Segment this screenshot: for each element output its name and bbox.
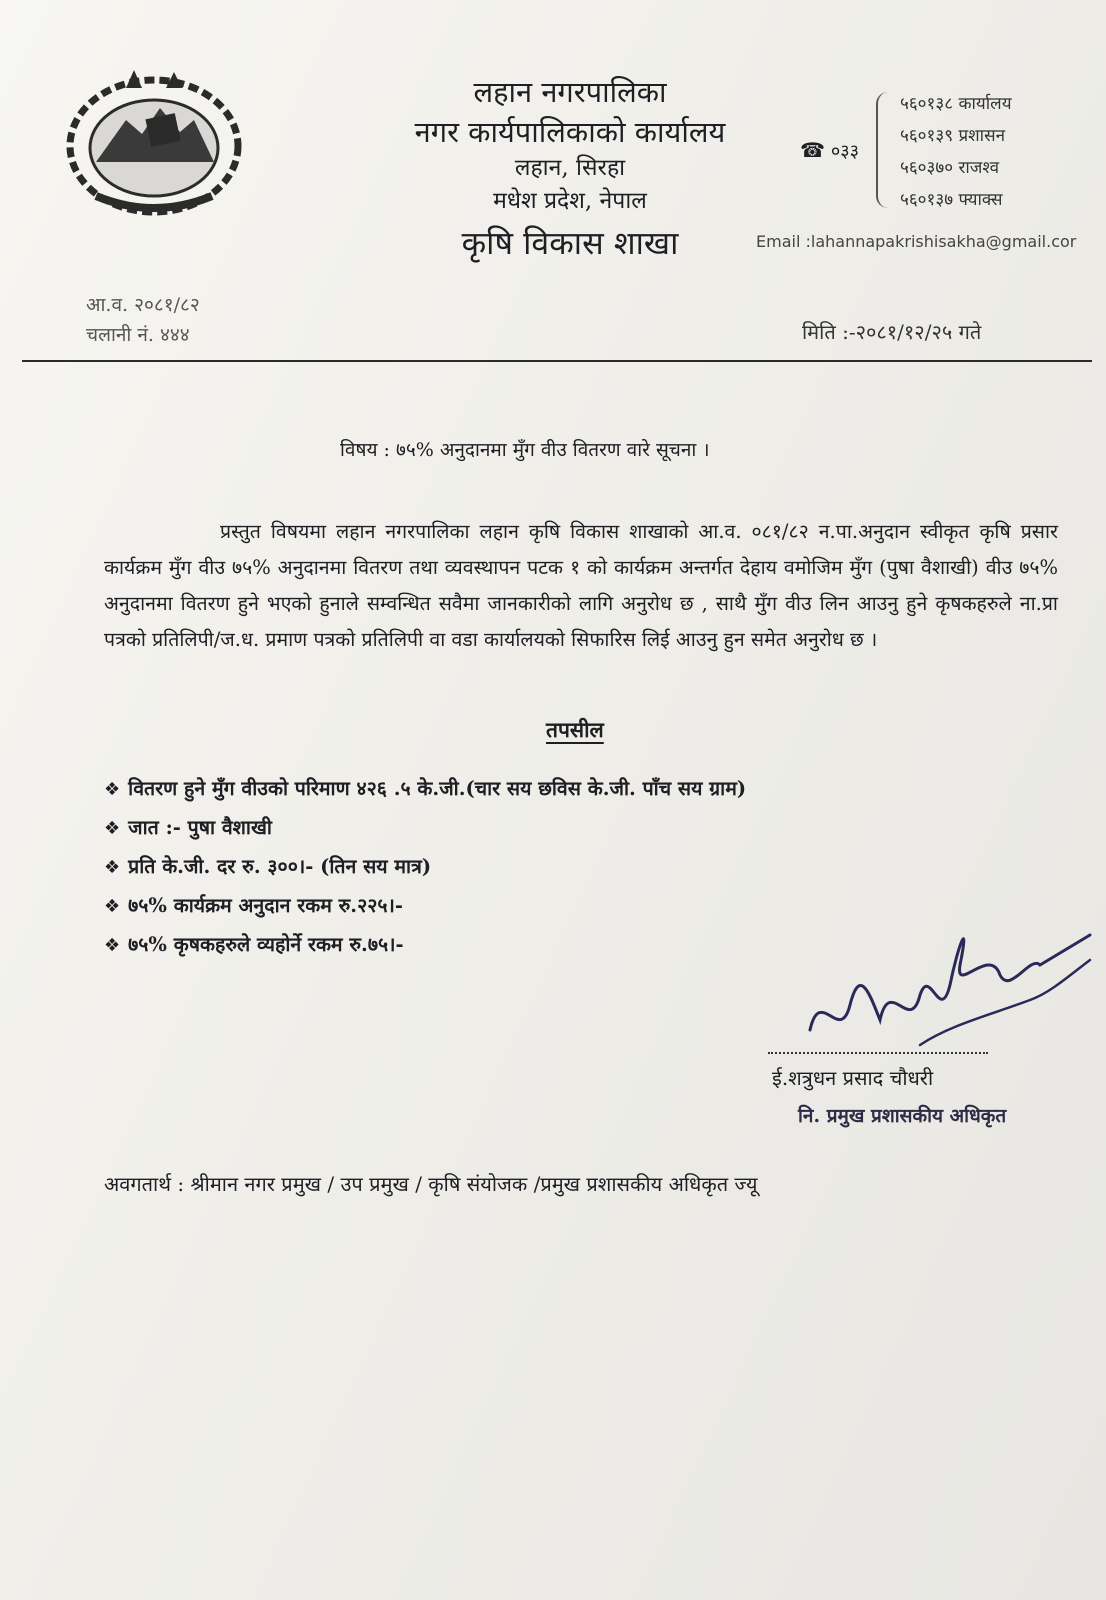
- branch-name: कृषि विकास शाखा: [461, 224, 679, 262]
- office-name: नगर कार्यपालिकाको कार्यालय: [414, 115, 726, 149]
- details-list: [104, 770, 746, 965]
- phone-number-admin: ५६०१३९ प्रशासन: [900, 126, 1006, 146]
- list-item: ❖ प्रति के.जी. दर रु. ३००।- (तिन सय मात्र): [104, 855, 432, 878]
- signature-line: [768, 1052, 988, 1054]
- list-item: ❖ वितरण हुने मुँग वीउको परिमाण ४२६ .५ के.जी.(चार सय छविस के.जी. पाँच सय ग्राम): [104, 777, 747, 800]
- list-item: ❖ ७५% कार्यक्रम अनुदान रकम रु.२२५।-: [104, 894, 403, 917]
- phone-number-list: [900, 88, 1012, 216]
- brace-divider: [876, 92, 888, 208]
- body-paragraph: प्रस्तुत विषयमा लहान नगरपालिका लहान कृषि विकास शाखाको आ.व. ०८१/८२ न.पा.अनुदान स्वीकृत कृषि प्रसार कार्यक्रम मुँग वीउ ७५% अनुदानमा वितरण तथा व्यवस्थापन पटक १ को कार्यक्रम अन्तर्गत देहाय वमोजिम मुँग (पुषा वैशाखी) वीउ ७५% अनुदानमा वितरण हुने भएको हुनाले सम्वन्धित सवैमा जानकारीको लागि अनुरोध छ , साथै मुँग वीउ लिन आउनु हुने कृषकहरुले ना.प्रा पत्रको प्रतिलिपी/ज.ध. प्रमाण पत्रको प्रतिलिपी वा वडा कार्यालयको सिफारिस लिई आउनु हुन समेत अनुरोध छ ।: [104, 520, 1058, 651]
- header-divider: [22, 360, 1092, 362]
- dispatch-number: चलानी नं. ४४४: [86, 324, 190, 346]
- org-name: लहान नगरपालिका: [473, 75, 667, 109]
- diamond-bullet-icon: ❖: [104, 935, 121, 956]
- handwritten-signature: [800, 905, 1100, 1055]
- cc-line: अवगतार्थ : श्रीमान नगर प्रमुख / उप प्रमुख / कृषि संयोजक /प्रमुख प्रशासकीय अधिकृत ज्यू: [104, 1172, 758, 1196]
- list-item: ❖ ७५% कृषकहरुले व्यहोर्ने रकम रु.७५।-: [104, 933, 404, 956]
- diamond-bullet-icon: ❖: [104, 779, 121, 800]
- fiscal-year: आ.व. २०८१/८२: [86, 294, 200, 316]
- signer-title: नि. प्रमुख प्रशासकीय अधिकृत: [798, 1105, 1007, 1127]
- list-item: ❖ जात :- पुषा वैशाखी: [104, 816, 272, 839]
- signer-name: ई.शत्रुधन प्रसाद चौधरी: [772, 1066, 934, 1090]
- diamond-bullet-icon: ❖: [104, 818, 121, 839]
- phone-number-revenue: ५६०३७० राजश्व: [900, 158, 1000, 178]
- letter-date: मिति :-२०८१/१२/२५ गते: [802, 320, 982, 344]
- phone-number-office: ५६०१३८ कार्यालय: [900, 94, 1012, 114]
- diamond-bullet-icon: ❖: [104, 857, 121, 878]
- subject-line: विषय : ७५% अनुदानमा मुँग वीउ वितरण वारे सूचना ।: [340, 439, 710, 461]
- office-location: लहान, सिरहा: [514, 155, 626, 181]
- reference-block: [86, 290, 200, 350]
- phone-prefix: ☎ ०३३: [800, 138, 860, 162]
- diamond-bullet-icon: ❖: [104, 896, 121, 917]
- letterhead: [370, 72, 770, 266]
- office-province: मधेश प्रदेश, नेपाल: [493, 188, 647, 214]
- email-address: Email :lahannapakrishisakha@gmail.cor: [756, 232, 1077, 251]
- details-heading: तपसील: [546, 717, 604, 742]
- emblem-logo: [56, 50, 252, 220]
- phone-icon: ☎: [800, 138, 825, 162]
- phone-number-fax: ५६०१३७ फ्याक्स: [900, 190, 1003, 210]
